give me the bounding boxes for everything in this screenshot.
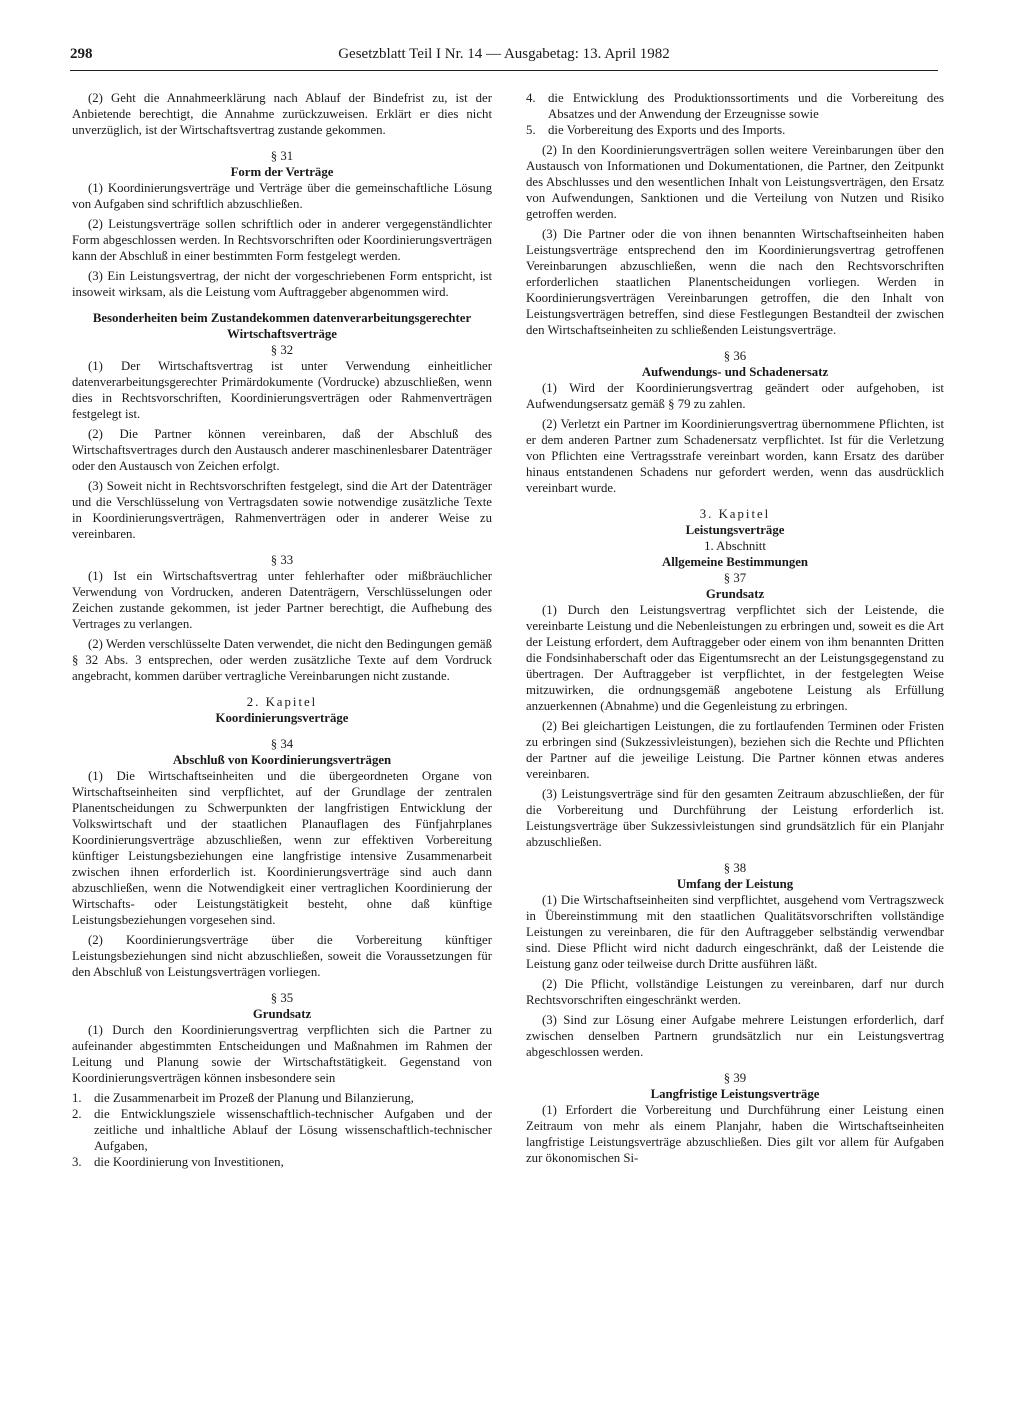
list-number: 1. (72, 1091, 82, 1105)
paragraph: (1) Die Wirtschaftseinheiten und die übergeordneten Organe von Wirtschaftseinheiten sind verpflichtet, auf der Grundlage der zentralen Planentscheidungen zu Schwerpunkten der langfristigen Entwicklung der Volkswirtschaft und der staatlichen Planauflagen des Fünfjahrplanes Koordinierungsverträge abzuschließen, wenn zur effektiven Vorbereitung künftiger Leistungsbeziehungen eine langfristige intensive Zusammenarbeit zwischen ihnen erforderlich ist. Koordinierungsverträge sind auch dann abzuschließen, wenn die Notwendigkeit einer vertraglichen Koordinierung der Wirtschafts- oder Leistungstätigkeit besteht, ohne daß künftige Leistungsbeziehungen vorgesehen sind. (72, 769, 492, 927)
paragraph: (1) Wird der Koordinierungsvertrag geändert oder aufgehoben, ist Aufwendungsersatz gemäß § 79 zu zahlen. (526, 381, 944, 411)
section-number: § 36 (723, 349, 747, 363)
paragraph: (2) Leistungsverträge sollen schriftlich oder in anderer vergegenständlichter Form abgeschlossen werden. In Rechtsvorschriften oder Koordinierungsverträgen kann der Abschluß in einer bestimmten Form festgelegt werden. (72, 217, 492, 263)
paragraph: (1) Der Wirtschaftsvertrag ist unter Verwendung einheitlicher datenverarbeitungsgerechter Primärdokumente (Vordrucke) abzuschließen, wenn dies in Rechtsvorschriften, Koordinierungsverträgen oder Rahmenverträgen festgelegt ist. (72, 359, 492, 421)
list-item (72, 1154, 492, 1170)
section-number: § 38 (723, 861, 747, 875)
paragraph: (2) Die Pflicht, vollständige Leistungen zu vereinbaren, darf nur durch Rechtsvorschriften eingeschränkt werden. (526, 977, 944, 1007)
section-title: Grundsatz (252, 1007, 312, 1021)
page-header (70, 46, 938, 71)
paragraph: (3) Soweit nicht in Rechtsvorschriften festgelegt, sind die Art der Datenträger und die Verschlüsselung von Vertragsdaten sowie notwendige zusätzliche Texte in Koordinierungsverträgen, Rahmenverträgen oder in anderer Weise zu vereinbaren. (72, 479, 492, 541)
paragraph: (1) Koordinierungsverträge und Verträge über die gemeinschaftliche Lösung von Aufgaben sind schriftlich abzuschließen. (72, 181, 492, 211)
numbered-list (526, 90, 944, 138)
paragraph: (2) Geht die Annahmeerklärung nach Ablauf der Bindefrist zu, ist der Anbietende berechtigt, die Annahme zurückzuweisen. Erklärt er dies nicht unverzüglich, ist der Wirtschaftsvertrag zustande gekommen. (72, 91, 492, 137)
subheading: Besonderheiten beim Zustandekommen datenverarbeitungsgerechter Wirtschaftsverträge (92, 311, 472, 341)
section-number: § 37 (723, 571, 747, 585)
section-title: Abschluß von Koordinierungsverträgen (172, 753, 392, 767)
paragraph: (3) Die Partner oder die von ihnen benannten Wirtschaftseinheiten haben Leistungsverträge entsprechend den im Koordinierungsvertrag getroffenen Vereinbarungen abzuschließen, wenn die nach den Rechtsvorschriften erforderlichen staatlichen Planentscheidungen vorliegen. Werden in Koordinierungsverträgen Vereinbarungen getroffen, die den Inhalt von Leistungsverträgen betreffen, sind diese Festlegungen Bestandteil der zwischen den Wirtschaftseinheiten zu schließenden Leistungsverträge. (526, 227, 944, 337)
paragraph: (2) Werden verschlüsselte Daten verwendet, die nicht den Bedingungen gemäß § 32 Abs. 3 entsprechen, oder werden zusätzliche Texte auf dem Vordruck angebracht, kommen darüber vertragliche Vereinbarungen nicht zustande. (72, 637, 492, 683)
list-text: die Entwicklung des Produktionssortiments und die Vorbereitung des Absatzes und der Anwendung der Erzeugnisse sowie (548, 91, 944, 121)
chapter-number: 2. Kapitel (246, 695, 318, 709)
part-number: 1. Abschnitt (704, 539, 766, 553)
paragraph: (2) In den Koordinierungsverträgen sollen weitere Vereinbarungen über den Austausch von Informationen und Dokumentationen, die Partner, den Zeitpunkt des Abschlusses und den wesentlichen Inhalt von Leistungsverträgen, den Ersatz von Aufwendungen, Sanktionen und die Verteilung von Nutzen und Risiko getroffen werden. (526, 143, 944, 221)
section-title: Form der Verträge (230, 165, 334, 179)
list-item (72, 1106, 492, 1154)
page-number: 298 (70, 46, 93, 62)
section-title: Umfang der Leistung (676, 877, 794, 891)
header-title: Gesetzblatt Teil I Nr. 14 — Ausgabetag: 13. April 1982 (338, 46, 670, 62)
paragraph: (1) Erfordert die Vorbereitung und Durchführung einer Leistung einen Zeitraum von mehr als einem Planjahr, haben die Wirtschaftseinheiten langfristige Leistungsverträge abzuschließen. Dies gilt vor allem für Aufgaben zur ökonomischen Si- (526, 1103, 944, 1165)
paragraph: (2) Bei gleichartigen Leistungen, die zu fortlaufenden Terminen oder Fristen zu erbringen sind (Sukzessivleistungen), beziehen sich die Rechte und Pflichten der Partner auf die jeweilige Leistung. Die Partner können etwas anderes vereinbaren. (526, 719, 944, 781)
list-item (72, 1090, 492, 1106)
chapter-title: Leistungsverträge (685, 523, 785, 537)
left-column (72, 90, 492, 1174)
section-title: Langfristige Leistungsverträge (650, 1087, 820, 1101)
paragraph: (3) Ein Leistungsvertrag, der nicht der vorgeschriebenen Form entspricht, ist insoweit wirksam, als die Leistung vom Auftraggeber abgenommen wird. (72, 269, 492, 299)
list-number: 3. (72, 1155, 82, 1169)
paragraph: (3) Leistungsverträge sind für den gesamten Zeitraum abzuschließen, der für die Vorbereitung und Durchführung der Leistung erforderlich ist. Leistungsverträge über Sukzessivleistungen sind grundsätzlich für ein Planjahr abzuschließen. (526, 787, 944, 849)
section-number: § 34 (270, 737, 294, 751)
paragraph: (1) Die Wirtschaftseinheiten sind verpflichtet, ausgehend vom Vertragszweck in Übereinstimmung mit den staatlichen Qualitätsvorschriften vollständige Leistungen zu vereinbaren, die für den Auftraggeber selbständig verwendbar sind. Diese Pflicht wird nicht dadurch eingeschränkt, daß der Leistende die Leistung ganz oder teilweise durch Dritte ausführen läßt. (526, 893, 944, 971)
paragraph: (2) Die Partner können vereinbaren, daß der Abschluß des Wirtschaftsvertrages durch den Austausch anderer maschinenlesbarer Datenträger oder den Austausch von Zeichen erfolgt. (72, 427, 492, 473)
paragraph: (1) Ist ein Wirtschaftsvertrag unter fehlerhafter oder mißbräuchlicher Verwendung von Vordrucken, anderen Datenträgern, Verschlüsselungen oder Zeichen zustande gekommen, ist jeder Partner berechtigt, die Aufhebung des Vertrages zu verlangen. (72, 569, 492, 631)
paragraph: (1) Durch den Leistungsvertrag verpflichtet sich der Leistende, die vereinbarte Leistung und die Nebenleistungen zu erbringen und, soweit es die Art der Leistung erfordert, dem Auftraggeber oder einem von ihm benannten Dritten die Fondsinhaberschaft oder das Eigentumsrecht an der Leistungsgegenstand zu übertragen. Der Auftraggeber ist verpflichtet, in der festgelegten Weise mitzuwirken, die ordnungsgemäß angebotene Leistung als Erfüllung anzuerkennen (Abnahme) und die Gegenleistung zu erbringen. (526, 603, 944, 713)
section-number: § 31 (270, 149, 294, 163)
part-title: Allgemeine Bestimmungen (661, 555, 809, 569)
section-number: § 35 (270, 991, 294, 1005)
numbered-list (72, 1090, 492, 1170)
list-number: 2. (72, 1107, 82, 1121)
list-text: die Koordinierung von Investitionen, (94, 1155, 284, 1169)
section-number: § 39 (723, 1071, 747, 1085)
list-number: 5. (526, 123, 536, 137)
section-title: Grundsatz (705, 587, 765, 601)
section-number: § 32 (270, 343, 294, 357)
list-text: die Vorbereitung des Exports und des Imports. (548, 123, 786, 137)
list-item (526, 122, 944, 138)
list-text: die Zusammenarbeit im Prozeß der Planung und Bilanzierung, (94, 1091, 414, 1105)
paragraph: (3) Sind zur Lösung einer Aufgabe mehrere Leistungen erforderlich, darf zwischen denselben Partnern grundsätzlich nur ein Leistungsvertrag abgeschlossen werden. (526, 1013, 944, 1059)
paragraph: (2) Koordinierungsverträge über die Vorbereitung künftiger Leistungsbeziehungen sind nicht abzuschließen, soweit die Voraussetzungen für den Abschluß von Leistungsverträgen vorliegen. (72, 933, 492, 979)
right-column (526, 90, 944, 1170)
list-item (526, 90, 944, 122)
chapter-number: 3. Kapitel (699, 507, 771, 521)
chapter-title: Koordinierungsverträge (215, 711, 349, 725)
list-text: die Entwicklungsziele wissenschaftlich-technischer Aufgaben und der zeitliche und inhaltliche Ablauf der Lösung wissenschaftlich-technischer Aufgaben, (94, 1107, 492, 1153)
section-number: § 33 (270, 553, 294, 567)
list-number: 4. (526, 91, 536, 105)
paragraph: (2) Verletzt ein Partner im Koordinierungsvertrag übernommene Pflichten, ist er dem anderen Partner zum Schadenersatz verpflichtet. Ist für die Verletzung von Pflichten eine Vertragsstrafe vereinbart worden, kann Ersatz des darüber hinaus entstandenen Schadens nur gefordert werden, wenn das ausdrücklich vereinbart wurde. (526, 417, 944, 495)
paragraph: (1) Durch den Koordinierungsvertrag verpflichten sich die Partner zu aufeinander abgestimmten Entscheidungen und Maßnahmen im Rahmen der Leitung und Planung sowie der Wirtschaftstätigkeit. Gegenstand von Koordinierungsverträgen können insbesondere sein (72, 1023, 492, 1085)
section-title: Aufwendungs- und Schadenersatz (641, 365, 829, 379)
